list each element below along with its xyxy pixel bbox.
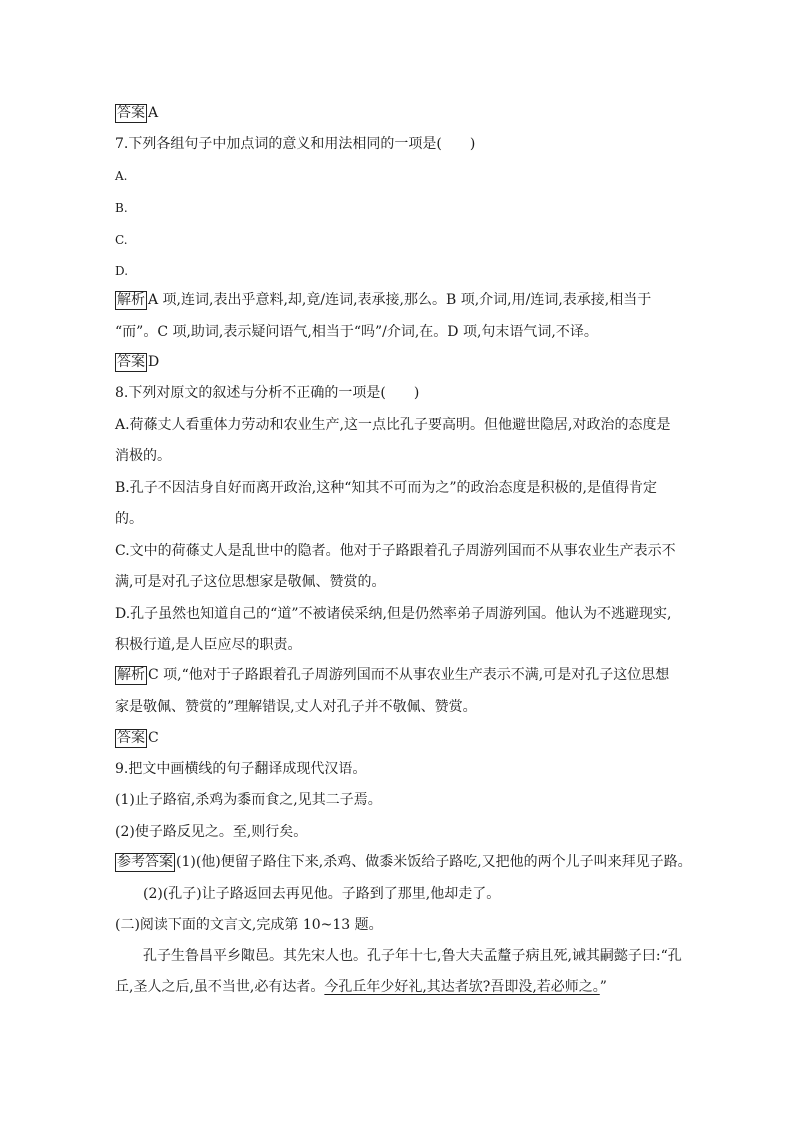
answer-tag: 答案 [117,354,145,370]
section2-passage-line2 [115,977,690,997]
answer-value: C [148,730,159,746]
q6-answer [115,103,690,123]
q8-option-d-line2: 积极行道,是人臣应尽的职责。 [115,637,302,653]
passage-plain-text: 丘,圣人之后,虽不当世,必有达者。 [115,979,325,995]
q8-option-b-line1: B.孔子不因洁身自好而离开政治,这种“知其不可而为之”的政治态度是积极的,是值得肯定 [115,480,657,496]
answer-value: A [148,105,159,121]
reference-answer-text: (1)(他)便留子路住下来,杀鸡、做黍米饭给子路吃,又把他的两个儿子叫来拜见子路。 [176,854,692,870]
q7-answer [115,352,690,372]
section2-passage-line1: 孔子生鲁昌平乡陬邑。其先宋人也。孔子年十七,鲁大夫孟釐子病且死,诫其嗣懿子曰:“孔 [143,948,682,964]
q7-option-c: C. [115,233,128,247]
q7-stem: 7.下列各组句子中加点词的意义和用法相同的一项是( ) [115,136,476,152]
q9-reference-answer-line2: (2)(孔子)让子路返回去再见他。子路到了那里,他却走了。 [143,886,501,902]
answer-tag: 答案 [117,730,145,746]
q7-option-b: B. [115,201,128,215]
q8-option-a-line1: A.荷蓧丈人看重体力劳动和农业生产,这一点比孔子要高明。但他避世隐居,对政治的态度是 [115,417,671,433]
answer-value: D [148,354,160,370]
q8-stem: 8.下列对原文的叙述与分析不正确的一项是( ) [115,385,420,401]
passage-closing-quote: ” [599,979,607,995]
passage-underlined-sentence: 今孔丘年少好礼,其达者欤?吾即没,若必师之。 [324,979,600,995]
q9-stem: 9.把文中画横线的句子翻译成现代汉语。 [115,761,367,777]
section2-heading: (二)阅读下面的文言文,完成第 10~13 题。 [115,917,383,933]
reference-answer-tag: 参考答案 [117,854,173,870]
q8-option-a-line2: 消极的。 [115,448,171,464]
q8-answer [115,728,690,748]
answer-tag: 答案 [117,105,145,121]
q7-analysis-line2: “而”。C 项,助词,表示疑问语气,相当于“吗”/介词,在。D 项,句末语气词,不译。 [115,324,598,340]
q8-analysis-line2: 家是敬佩、赞赏的”理解错误,丈人对孔子并不敬佩、赞赏。 [115,699,477,715]
analysis-text: A 项,连词,表出乎意料,却,竟/连词,表承接,那么。B 项,介词,用/连词,表承接,相当于 [148,292,652,308]
q8-option-d-line1: D.孔子虽然也知道自己的“道”不被诸侯采纳,但是仍然率弟子周游列国。他认为不逃避现实, [115,606,672,622]
analysis-tag: 解析 [117,292,145,308]
analysis-tag: 解析 [117,667,145,683]
q8-option-c-line1: C.文中的荷蓧丈人是乱世中的隐者。他对于子路跟着孔子周游列国而不从事农业生产表示不 [115,543,676,559]
q8-analysis-line1 [115,665,690,685]
q7-analysis-line1 [115,290,690,310]
q7-option-a: A. [115,169,128,183]
q9-sentence-2: (2)使子路反见之。至,则行矣。 [115,824,308,840]
analysis-text: C 项,“他对于子路跟着孔子周游列国而不从事农业生产表示不满,可是对孔子这位思想 [148,667,670,683]
q8-option-c-line2: 满,可是对孔子这位思想家是敬佩、赞赏的。 [115,574,386,590]
q9-reference-answer-line1 [115,852,690,872]
q8-option-b-line2: 的。 [115,511,143,527]
q7-option-d: D. [115,264,129,278]
q9-sentence-1: (1)止子路宿,杀鸡为黍而食之,见其二子焉。 [115,792,382,808]
